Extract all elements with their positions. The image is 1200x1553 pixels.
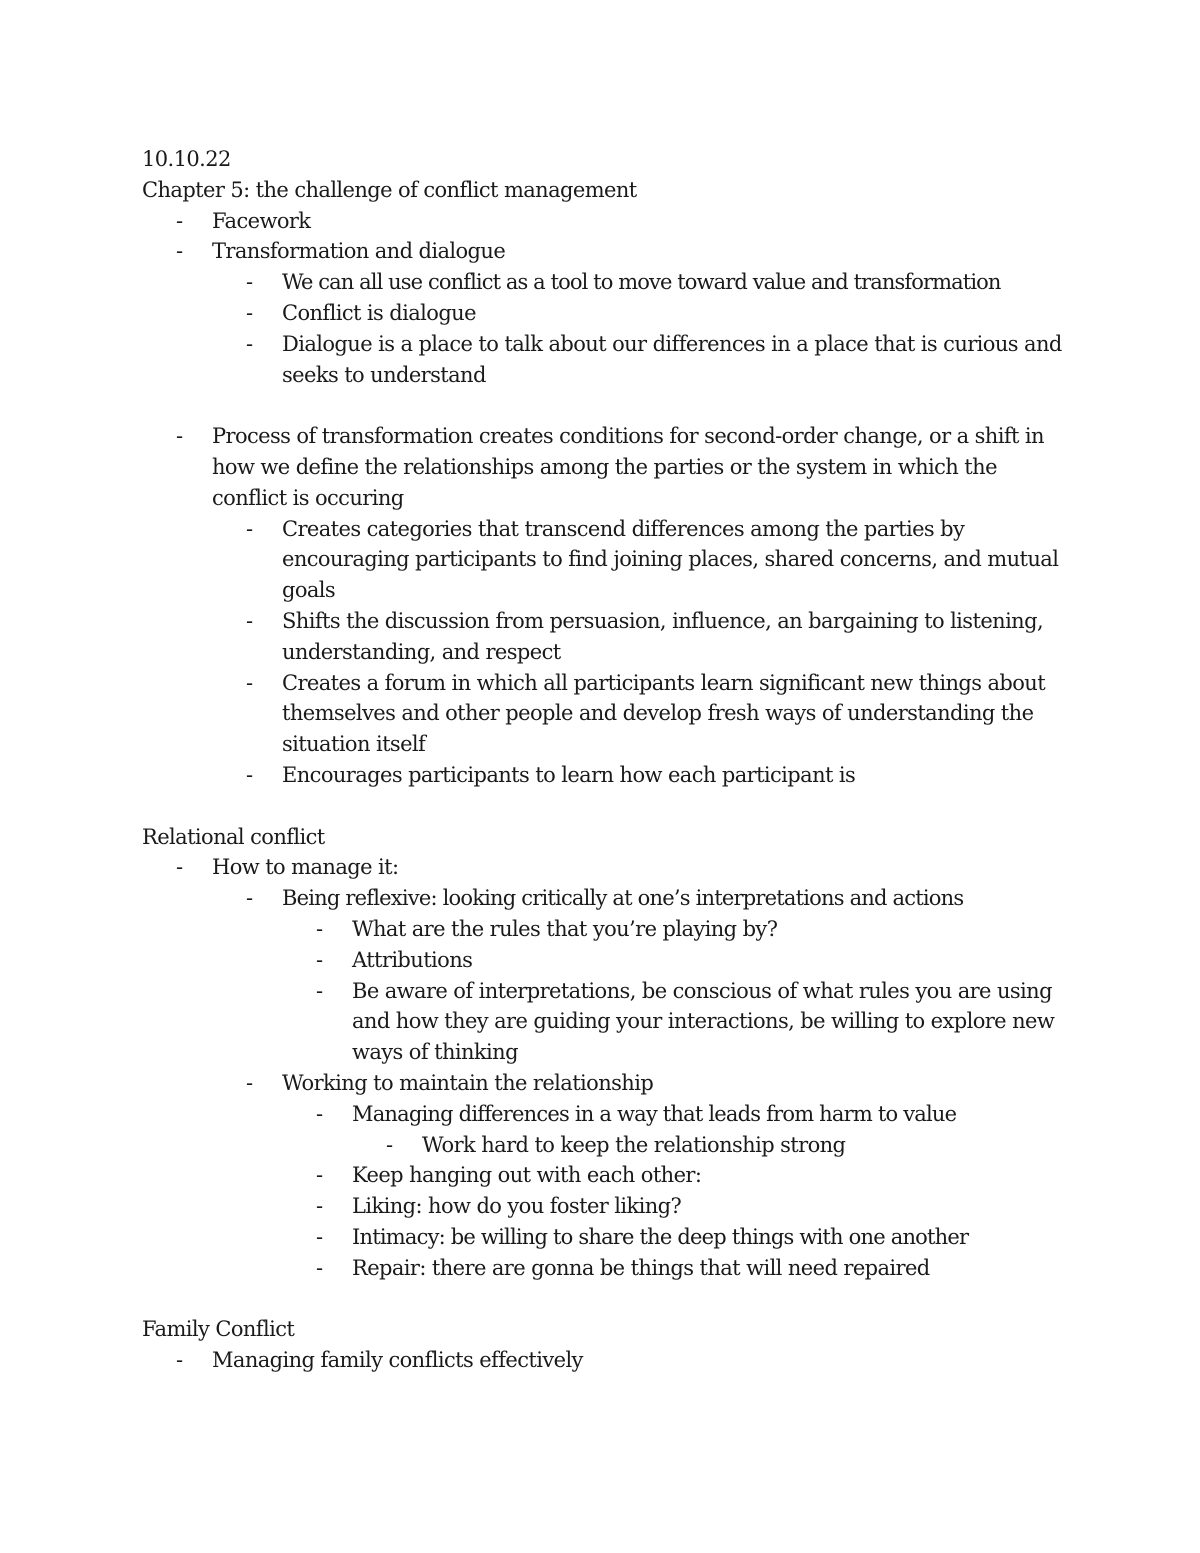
list-item [142,1222,1062,1253]
list-item-text: Facework [212,208,311,233]
list-item [142,883,1062,914]
list-item-text: Process of transformation creates conditions for second-order change, or a shift in how we define the relationships among the parties or the system in which the conflict is occuring [212,424,1044,510]
notes-body [142,144,1062,1376]
bullet-dash: - [246,670,253,695]
list-item-text: Creates a forum in which all participants learn significant new things about themselves and other people and develop fresh ways of understanding the situation itself [282,670,1046,757]
list-item [142,914,1062,945]
bullet-dash: - [246,886,253,911]
list-item [142,852,1062,883]
list-item [142,1130,1062,1161]
bullet-dash: - [246,300,253,325]
bullet-dash: - [316,1194,323,1219]
list-item [142,329,1062,391]
bullet-dash: - [316,1163,323,1188]
list-item-text: Encourages participants to learn how each participant is [282,762,856,787]
bullet-dash: - [176,855,183,880]
list-item [142,1160,1062,1191]
list-item-text: Attributions [352,947,473,972]
list-item [142,668,1062,760]
list-item [142,1345,1062,1376]
list-item-text: Working to maintain the relationship [282,1070,654,1095]
bullet-dash: - [316,916,323,941]
list-item [142,1068,1062,1099]
bullet-dash: - [246,762,253,787]
blank-line [142,791,1062,822]
list-item-text: Liking: how do you foster liking? [352,1194,682,1219]
list-item [142,236,1062,267]
list-item [142,298,1062,329]
list-item-text: Shifts the discussion from persuasion, influence, an bargaining to listening, understanding, and respect [282,608,1044,664]
list-item-text: What are the rules that you’re playing by? [352,916,778,941]
list-item-text: Transformation and dialogue [212,239,506,264]
list-item [142,1253,1062,1284]
bullet-dash: - [176,208,183,233]
note-date: 10.10.22 [142,147,231,171]
list-item-text: Intimacy: be willing to share the deep things with one another [352,1224,969,1249]
bullet-dash: - [316,947,323,972]
bullet-dash: - [176,1348,183,1373]
bullet-dash: - [386,1132,393,1157]
bullet-dash: - [176,239,183,264]
list-item-text: How to manage it: [212,855,399,880]
list-item-text: Being reflexive: looking critically at one’s interpretations and actions [282,886,964,911]
bullet-dash: - [246,1070,253,1095]
list-item [142,1099,1062,1130]
chapter-title: Chapter 5: the challenge of conflict management [142,177,637,202]
list-item-text: Managing differences in a way that leads from harm to value [352,1101,957,1126]
list-item-text: Repair: there are gonna be things that will need repaired [352,1255,930,1280]
bullet-dash: - [246,331,253,356]
list-item [142,760,1062,791]
list-item [142,267,1062,298]
list-item-text: Work hard to keep the relationship strong [422,1132,846,1157]
list-item-text: Conflict is dialogue [282,300,476,325]
bullet-dash: - [316,1101,323,1126]
bullet-dash: - [316,1224,323,1249]
list-item-text: Dialogue is a place to talk about our differences in a place that is curious and seeks to understand [282,331,1062,387]
blank-line [142,390,1062,421]
blank-line [142,1283,1062,1314]
section-heading-relational: Relational conflict [142,824,325,849]
bullet-dash: - [246,608,253,633]
bullet-dash: - [316,978,323,1003]
bullet-dash: - [246,270,253,295]
list-item [142,514,1062,606]
bullet-dash: - [176,424,183,449]
list-item [142,606,1062,668]
list-item-text: We can all use conflict as a tool to move toward value and transformation [282,270,1001,295]
list-item [142,1191,1062,1222]
list-item-text: Keep hanging out with each other: [352,1163,702,1188]
bullet-dash: - [316,1255,323,1280]
list-item [142,976,1062,1068]
list-item [142,206,1062,237]
list-item-text: Managing family conflicts effectively [212,1348,583,1373]
section-heading-family: Family Conflict [142,1317,295,1342]
list-item-text: Be aware of interpretations, be conscious of what rules you are using and how they are guiding your interactions, be willing to explore new ways of thinking [352,978,1055,1065]
list-item-text: Creates categories that transcend differences among the parties by encouraging participants to find joining places, shared concerns, and mutual goals [282,516,1059,603]
bullet-dash: - [246,516,253,541]
list-item [142,421,1062,513]
list-item [142,945,1062,976]
